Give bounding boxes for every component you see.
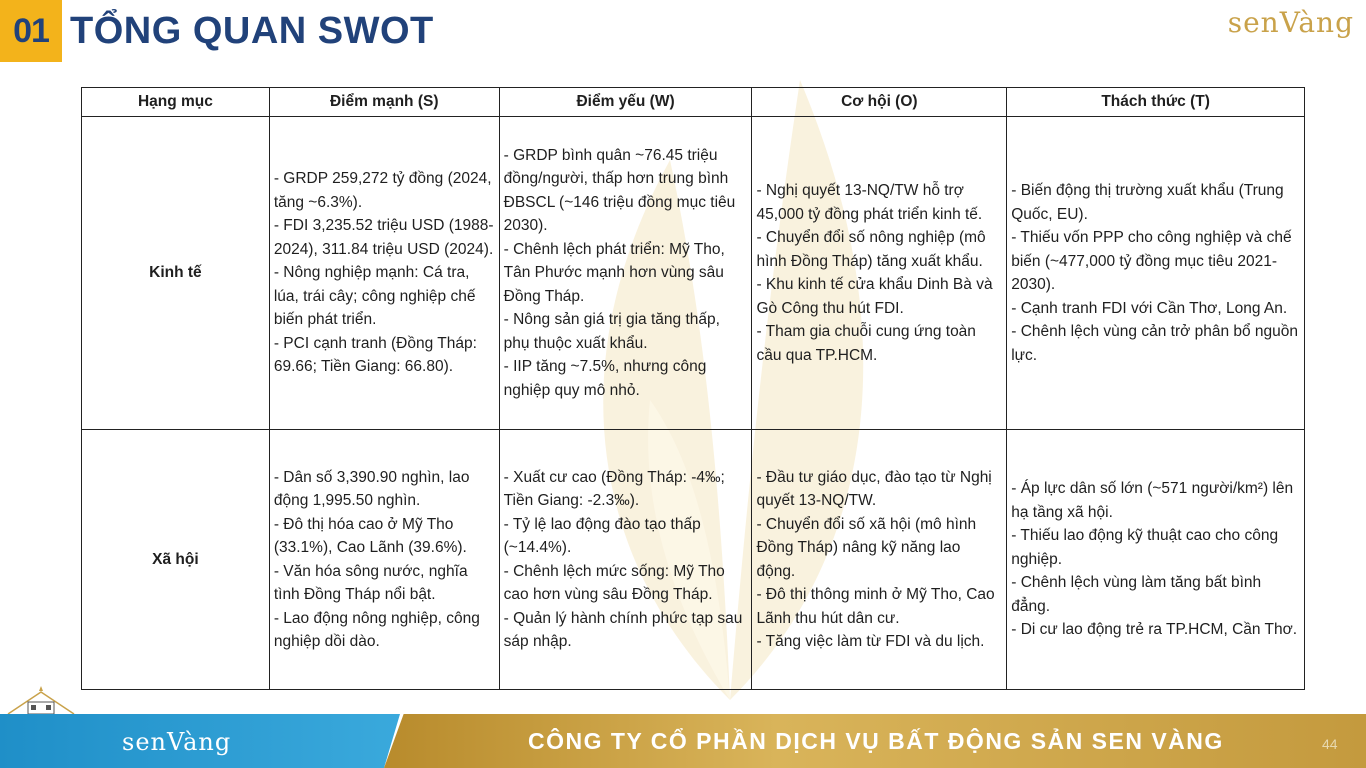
list-item: - Quản lý hành chính phức tạp sau sáp nhập. xyxy=(503,609,743,650)
list-item: - Đô thị hóa cao ở Mỹ Tho (33.1%), Cao Lãnh (39.6%). xyxy=(273,515,467,556)
list-item: - Tăng việc làm từ FDI và du lịch. xyxy=(756,633,985,650)
list-item: - Xuất cư cao (Đồng Tháp: -4‰; Tiền Giang: -2.3‰). xyxy=(503,468,725,509)
cell-threats xyxy=(1007,117,1305,430)
list-item: - Chuyển đổi số xã hội (mô hình Đồng Tháp) nâng kỹ năng lao động. xyxy=(756,515,977,580)
list-item: - IIP tăng ~7.5%, nhưng công nghiệp quy mô nhỏ. xyxy=(503,358,707,399)
brand-logo: senVàng xyxy=(1227,6,1354,39)
title-bar xyxy=(0,0,434,62)
list-item: - Thiếu lao động kỹ thuật cao cho công nghiệp. xyxy=(1011,527,1279,568)
cell-weaknesses xyxy=(499,117,752,430)
list-item: - Khu kinh tế cửa khẩu Dinh Bà và Gò Công thu hút FDI. xyxy=(756,276,993,317)
page-number: 44 xyxy=(1322,736,1338,752)
list-item: - Biến động thị trường xuất khẩu (Trung Quốc, EU). xyxy=(1011,182,1284,223)
list-item: - Chuyển đổi số nông nghiệp (mô hình Đồng Tháp) tăng xuất khẩu. xyxy=(756,229,986,270)
cell-weaknesses xyxy=(499,430,752,690)
table-row xyxy=(82,117,1305,430)
list-item: - Dân số 3,390.90 nghìn, lao động 1,995.50 nghìn. xyxy=(273,468,470,509)
list-item: - Lao động nông nghiệp, công nghiệp dồi dào. xyxy=(273,609,480,650)
house-ornament-icon xyxy=(6,684,76,716)
header-strengths: Điểm mạnh (S) xyxy=(269,88,499,117)
list-item: - Nông nghiệp mạnh: Cá tra, lúa, trái cây; công nghiệp chế biến phát triển. xyxy=(273,264,476,329)
list-item: - Cạnh tranh FDI với Cần Thơ, Long An. xyxy=(1011,299,1288,317)
list-item: - Nông sản giá trị gia tăng thấp, phụ thuộc xuất khẩu. xyxy=(503,311,720,352)
section-number: 01 xyxy=(0,0,62,62)
list-item: - Chênh lệch mức sống: Mỹ Tho cao hơn vùng sâu Đồng Tháp. xyxy=(503,562,725,603)
cell-strengths xyxy=(269,430,499,690)
list-item: - Tham gia chuỗi cung ứng toàn cầu qua TP.HCM. xyxy=(756,323,976,364)
list-item: - Thiếu vốn PPP cho công nghiệp và chế biến (~477,000 tỷ đồng mục tiêu 2021-2030). xyxy=(1011,229,1292,293)
list-item: - Văn hóa sông nước, nghĩa tình Đồng Tháp nổi bật. xyxy=(273,562,468,603)
table-header-row xyxy=(82,88,1305,117)
list-item: - PCI cạnh tranh (Đồng Tháp: 69.66; Tiền Giang: 66.80). xyxy=(273,334,477,376)
page-title: TỔNG QUAN SWOT xyxy=(70,9,434,52)
company-name: CÔNG TY CỔ PHẦN DỊCH VỤ BẤT ĐỘNG SẢN SEN VÀNG xyxy=(528,728,1224,754)
list-item: - Nghị quyết 13-NQ/TW hỗ trợ 45,000 tỷ đồng phát triển kinh tế. xyxy=(756,182,983,223)
header-opportunities: Cơ hội (O) xyxy=(752,88,1007,117)
list-item: - Đô thị thông minh ở Mỹ Tho, Cao Lãnh thu hút dân cư. xyxy=(756,586,995,627)
footer-bar xyxy=(0,714,1366,768)
swot-table xyxy=(81,87,1305,690)
header-threats: Thách thức (T) xyxy=(1007,88,1305,117)
row-category: Xã hội xyxy=(82,430,270,690)
cell-strengths xyxy=(269,117,499,430)
footer-brand-logo: senVàng xyxy=(122,728,232,756)
row-category: Kinh tế xyxy=(82,117,270,430)
list-item: - GRDP bình quân ~76.45 triệu đồng/người, thấp hơn trung bình ĐBSCL (~146 triệu đồng mục tiêu 2030). xyxy=(503,146,736,235)
cell-opportunities xyxy=(752,117,1007,430)
list-item: - Chênh lệch vùng làm tăng bất bình đẳng. xyxy=(1011,574,1262,615)
list-item: - Chênh lệch vùng cản trở phân bổ nguồn lực. xyxy=(1011,323,1299,364)
cell-opportunities xyxy=(752,430,1007,690)
list-item: - GRDP 259,272 tỷ đồng (2024, tăng ~6.3%). xyxy=(273,170,492,211)
list-item: - Áp lực dân số lớn (~571 người/km²) lên hạ tầng xã hội. xyxy=(1011,480,1294,521)
table-row xyxy=(82,430,1305,690)
header-category: Hạng mục xyxy=(82,88,270,117)
header-weaknesses: Điểm yếu (W) xyxy=(499,88,752,117)
cell-threats xyxy=(1007,430,1305,690)
list-item: - Chênh lệch phát triển: Mỹ Tho, Tân Phước mạnh hơn vùng sâu Đồng Tháp. xyxy=(503,240,725,305)
list-item: - FDI 3,235.52 triệu USD (1988-2024), 311.84 triệu USD (2024). xyxy=(273,217,494,258)
list-item: - Di cư lao động trẻ ra TP.HCM, Cần Thơ. xyxy=(1011,621,1298,639)
list-item: - Tỷ lệ lao động đào tạo thấp (~14.4%). xyxy=(503,515,701,556)
list-item: - Đầu tư giáo dục, đào tạo từ Nghị quyết 13-NQ/TW. xyxy=(756,468,992,509)
